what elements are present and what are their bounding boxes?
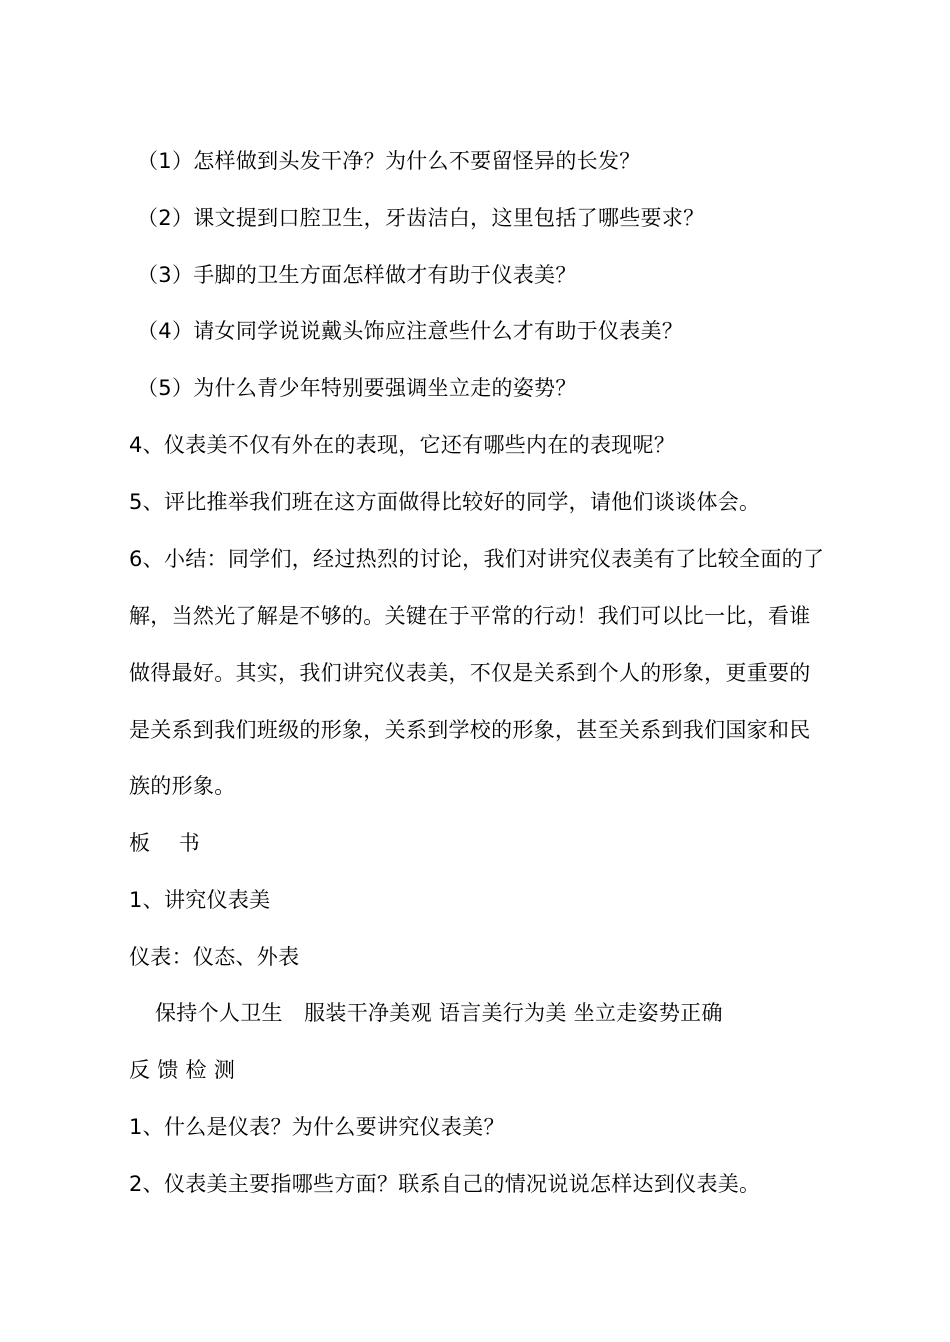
board-heading: 板 书 bbox=[129, 831, 200, 855]
item-4: 4、仪表美不仅有外在的表现，它还有哪些内在的表现呢？ bbox=[129, 433, 676, 457]
summary-line-3: 做得最好。其实，我们讲究仪表美，不仅是关系到个人的形象，更重要的 bbox=[129, 661, 811, 685]
summary-line-1: 6、小结：同学们，经过热烈的讨论，我们对讲究仪表美有了比较全面的了 bbox=[129, 547, 825, 571]
sub-question-2: （2）课文提到口腔卫生，牙齿洁白，这里包括了哪些要求？ bbox=[137, 206, 705, 230]
summary-line-2: 解，当然光了解是不够的。关键在于平常的行动！我们可以比一比，看谁 bbox=[129, 604, 811, 628]
summary-line-4: 是关系到我们班级的形象，关系到学校的形象，甚至关系到我们国家和民 bbox=[129, 718, 811, 742]
feedback-heading: 反 馈 检 测 bbox=[129, 1058, 236, 1082]
board-title: 1、讲究仪表美 bbox=[129, 888, 271, 912]
feedback-question-1: 1、什么是仪表？为什么要讲究仪表美？ bbox=[129, 1115, 505, 1139]
item-5: 5、评比推举我们班在这方面做得比较好的同学，请他们谈谈体会。 bbox=[129, 490, 761, 514]
sub-question-5: （5）为什么青少年特别要强调坐立走的姿势？ bbox=[137, 376, 577, 400]
sub-question-4: （4）请女同学说说戴头饰应注意些什么才有助于仪表美？ bbox=[137, 319, 684, 343]
summary-line-5: 族的形象。 bbox=[129, 774, 236, 798]
board-points: 保持个人卫生 服装干净美观 语言美行为美 坐立走姿势正确 bbox=[155, 1001, 723, 1025]
feedback-question-2: 2、仪表美主要指哪些方面？联系自己的情况说说怎样达到仪表美。 bbox=[129, 1172, 761, 1196]
sub-question-3: （3）手脚的卫生方面怎样做才有助于仪表美？ bbox=[137, 263, 577, 287]
sub-question-1: （1）怎样做到头发干净？为什么不要留怪异的长发？ bbox=[137, 149, 641, 173]
board-definition: 仪表：仪态、外表 bbox=[129, 945, 300, 969]
